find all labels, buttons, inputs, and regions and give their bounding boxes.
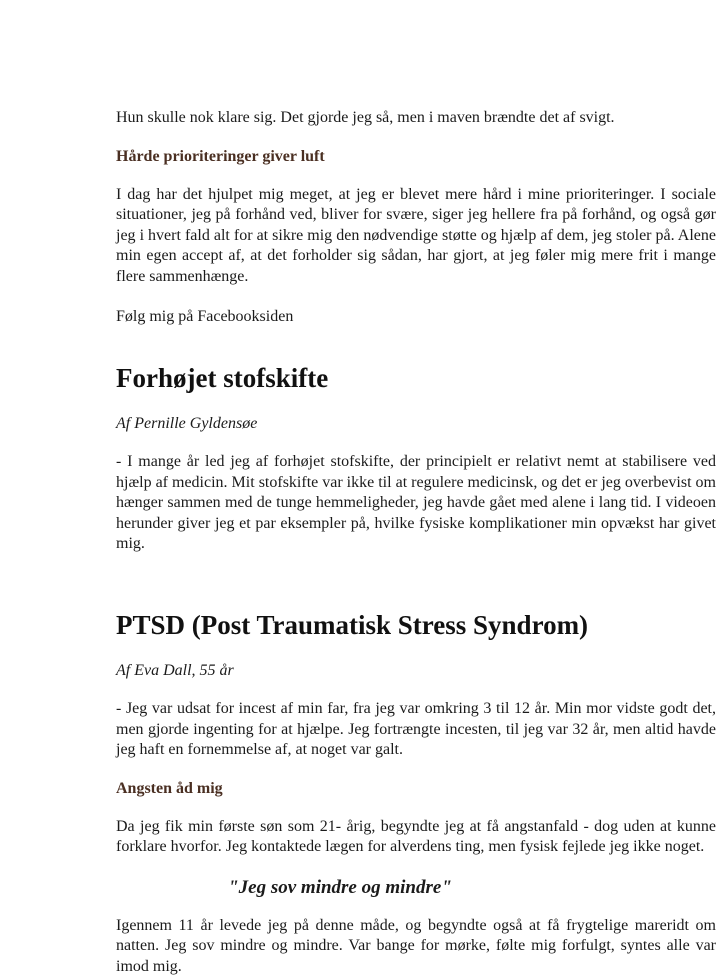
stofskifte-paragraph: - I mange år led jeg af forhøjet stofskifte, der principielt er relativt nemt at stabilisere ved hjælp af medicin. Mit stofskifte var ikke til at regulere medicinsk, og det er jeg overbevist om hænger sammen med de tunge hemmeligheder, jeg havde gået med alene i lang tid. I videoen herunder giver jeg et par eksempler på, hvilke fysiske komplikationer min opvækst har givet mig.: [116, 452, 716, 555]
byline-pernille: Af Pernille Gyldensøe: [116, 414, 716, 435]
article-content: [116, 108, 716, 977]
byline-eva: Af Eva Dall, 55 år: [116, 661, 716, 682]
story-title-ptsd: PTSD (Post Traumatisk Stress Syndrom): [116, 609, 716, 641]
nightmares-paragraph: Igennem 11 år levede jeg på denne måde, og begyndte også at få frygtelige mareridt om natten. Jeg sov mindre og mindre. Var bange for mørke, følte mig forfulgt, syntes alle var imod mig.: [116, 916, 716, 977]
priorities-paragraph: I dag har det hjulpet mig meget, at jeg er blevet mere hård i mine prioriteringer. I sociale situationer, jeg på forhånd ved, bliver for svære, siger jeg hellere fra på forhånd, og også gør jeg i hvert fald alt for at sikre mig den nødvendige støtte og hjælp af dem, jeg stoler på. Alene min egen accept af, at det forholder sig sådan, har gjort, at jeg føler mig mere frit i mange flere sammenhænge.: [116, 185, 716, 288]
intro-paragraph-tail: Hun skulle nok klare sig. Det gjorde jeg så, men i maven brændte det af svigt.: [116, 108, 716, 129]
facebook-link[interactable]: Følg mig på Facebooksiden: [116, 307, 716, 328]
section-heading-angst: Angsten åd mig: [116, 779, 716, 799]
story-title-stofskifte: Forhøjet stofskifte: [116, 362, 716, 394]
pull-quote: "Jeg sov mindre og mindre": [116, 876, 564, 900]
section-heading-priorities: Hårde prioriteringer giver luft: [116, 147, 716, 167]
ptsd-intro-paragraph: - Jeg var udsat for incest af min far, fra jeg var omkring 3 til 12 år. Min mor vidste godt det, men gjorde ingenting for at hjælpe. Jeg fortrængte incesten, til jeg var 32 år, men altid havde jeg haft en fornemmelse af, at noget var galt.: [116, 699, 716, 761]
angst-paragraph: Da jeg fik min første søn som 21- årig, begyndte jeg at få angstanfald - dog uden at kunne forklare hvorfor. Jeg kontaktede lægen for alverdens ting, men fysisk fejlede jeg ikke noget.: [116, 817, 716, 858]
